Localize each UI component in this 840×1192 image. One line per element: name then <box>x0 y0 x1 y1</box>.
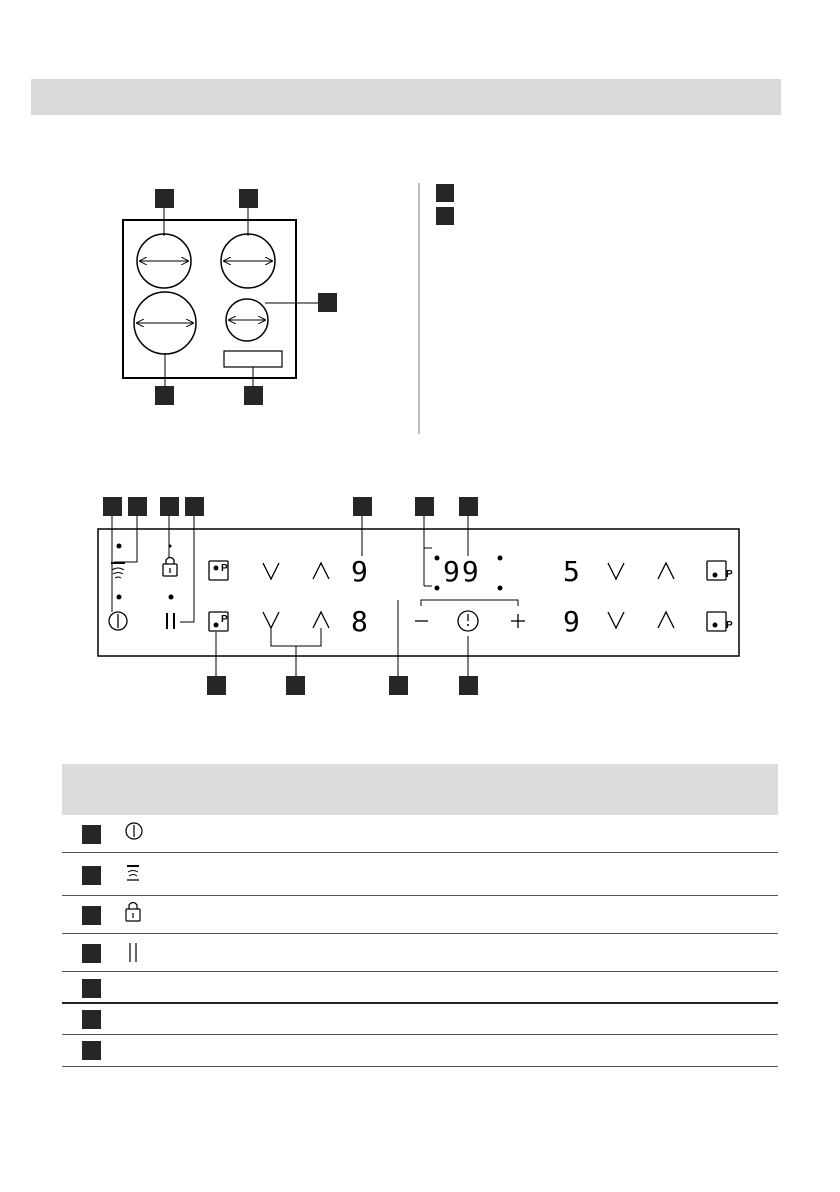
table-divider <box>62 933 778 934</box>
lock-icon <box>126 903 140 922</box>
timer-digits: 99 <box>443 555 481 588</box>
table-divider <box>62 971 778 972</box>
table-divider <box>62 1066 778 1067</box>
table-divider <box>62 1034 778 1035</box>
pause-icon <box>130 943 136 962</box>
left-top-digit: 9 <box>351 555 368 588</box>
right-bottom-digit: 9 <box>563 605 580 638</box>
p-label: P <box>726 620 733 631</box>
left-bottom-digit: 8 <box>351 605 368 638</box>
table-divider <box>62 1002 778 1004</box>
right-top-digit: 5 <box>563 555 580 588</box>
power-icon <box>126 823 142 839</box>
p-label: P <box>726 569 733 580</box>
table-divider <box>62 895 778 896</box>
hob2hood-icon <box>127 866 139 880</box>
table-divider <box>62 852 778 853</box>
p-label: P <box>221 614 228 625</box>
p-label: P <box>221 563 228 574</box>
